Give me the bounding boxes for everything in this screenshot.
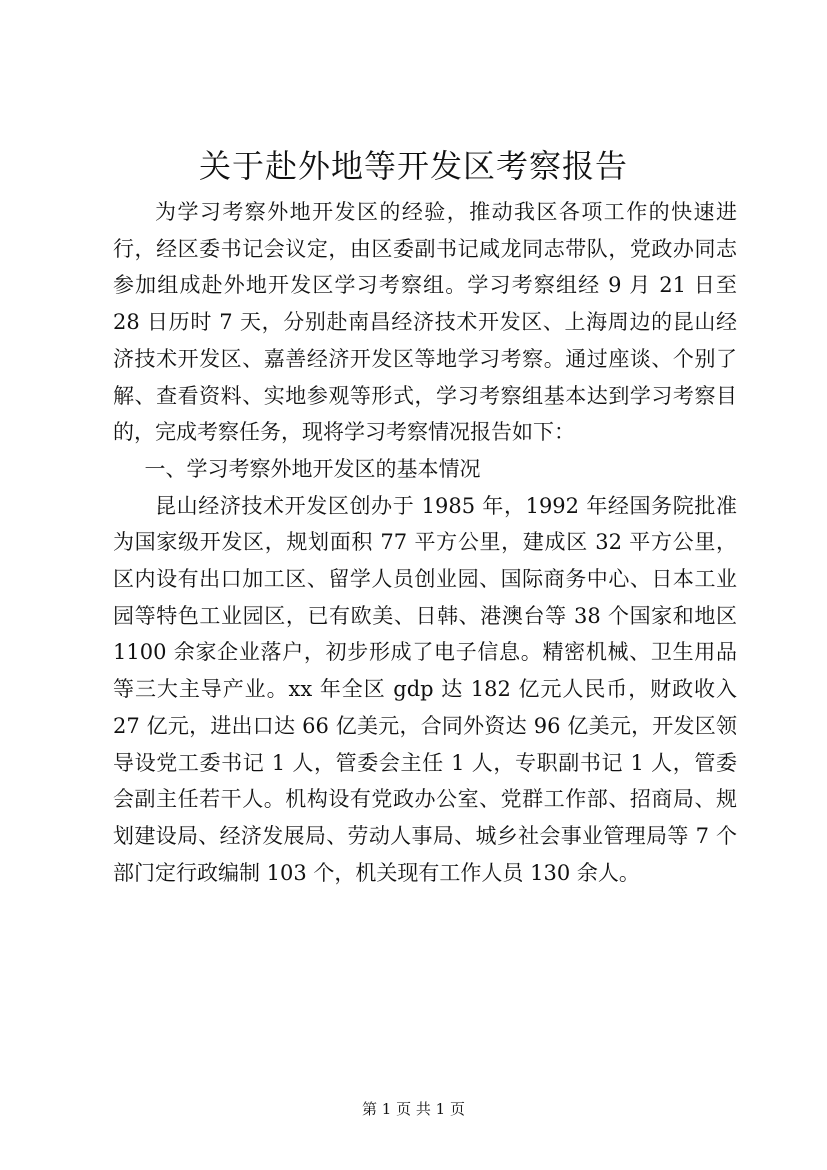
intro-paragraph: 为学习考察外地开发区的经验，推动我区各项工作的快速进行，经区委书记会议定，由区委副书记咸龙同志带队，党政办同志参加组成赴外地开发区学习考察组。学习考察组经 9 月 21 日至 28 日历时 7 天，分别赴南昌经济技术开发区、上海周边的昆山经济技术开发区、嘉善经济开发区等地学习考察。通过座谈、个别了解、查看资料、实地参观等形式，学习考察组基本达到学习考察目的，完成考察任务，现将学习考察情况报告如下： [113, 200, 737, 445]
page-footer: 第 1 页 共 1 页 [362, 1100, 465, 1118]
document-title: 关于赴外地等开发区考察报告 [198, 147, 628, 185]
kunshan-paragraph: 昆山经济技术开发区创办于 1985 年，1992 年经国务院批准为国家级开发区，规划面积 77 平方公里，建成区 32 平方公里，区内设有出口加工区、留学人员创业园、国际商务中心、日本工业园等特色工业园区，已有欧美、日韩、港澳台等 38 个国家和地区 1100 余家企业落户，初步形成了电子信息。精密机械、卫生用品等三大主导产业。xx 年全区 gdp 达 182 亿元人民币，财政收入 27 亿元，进出口达 66 亿美元，合同外资达 96 亿美元，开发区领导设党工委书记 1 人，管委会主任 1 人，专职副书记 1 人，管委会副主任若干人。机构设有党政办公室、党群工作部、招商局、规划建设局、经济发展局、劳动人事局、城乡社会事业管理局等 7 个部门定行政编制 103 个，机关现有工作人员 130 余人。 [113, 493, 737, 885]
section-heading: 一、学习考察外地开发区的基本情况 [144, 456, 481, 481]
document-body [113, 194, 737, 891]
